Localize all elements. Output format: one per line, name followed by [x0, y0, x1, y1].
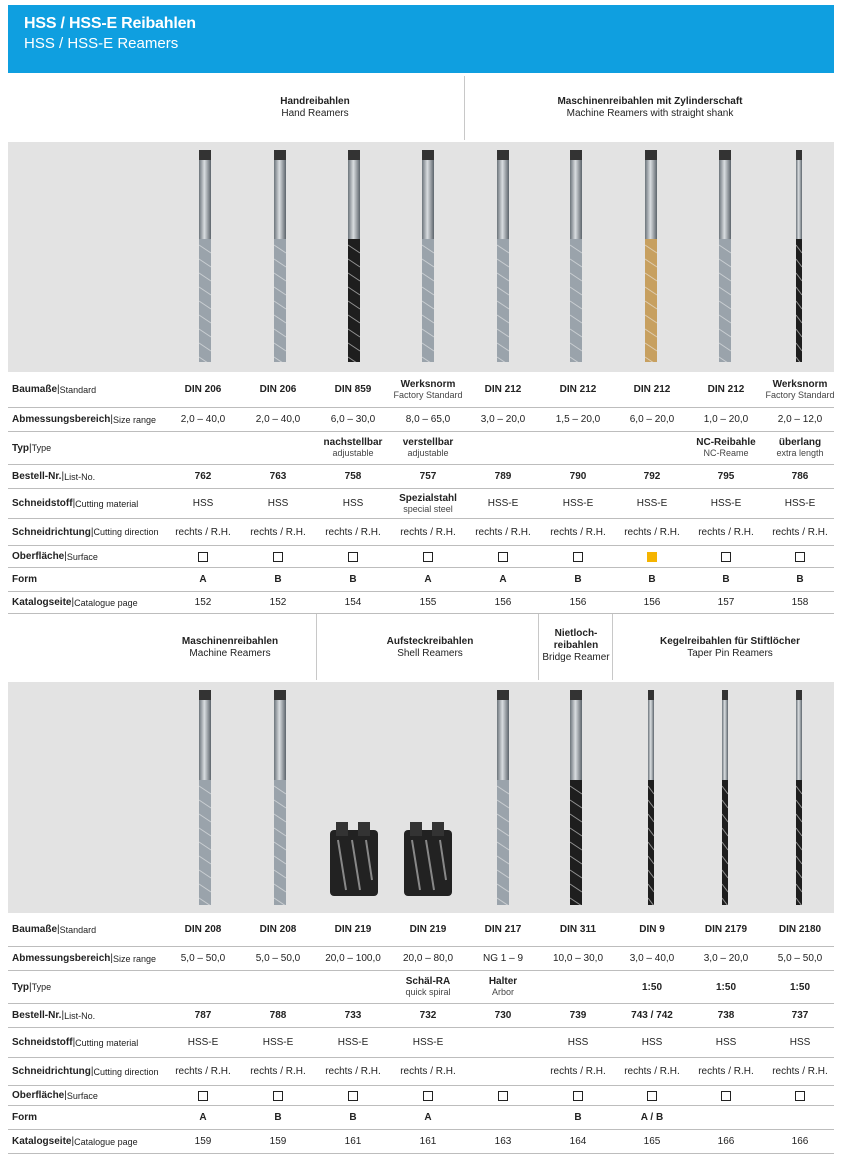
reamer-image	[490, 150, 516, 362]
cell-direction	[465, 1058, 541, 1085]
spec-row-list	[8, 465, 834, 489]
cell-material: HSS	[641, 1037, 663, 1048]
cell-size: 5,0 – 50,0	[255, 953, 301, 964]
cell-form: B	[274, 1112, 282, 1123]
surface-swatch	[721, 1091, 731, 1101]
reamer-image	[267, 150, 293, 362]
cell-type: NC-Reibahle NC-Reame	[696, 437, 756, 458]
cell-size: 2,0 – 40,0	[180, 414, 226, 425]
spec-row-page	[8, 592, 834, 614]
group-taper-pin-reamers: Kegelreibahlen für Stiftlöcher Taper Pin Reamers	[659, 636, 801, 659]
cell-surface	[540, 1086, 616, 1105]
surface-swatch	[423, 1091, 433, 1101]
group-divider	[316, 614, 317, 680]
cell-list: 795	[717, 471, 735, 482]
cell-type	[240, 432, 316, 464]
cell-standard: Werksnorm Factory Standard	[765, 378, 835, 400]
cell-list: 739	[569, 1010, 587, 1021]
cell-form: A / B	[640, 1112, 664, 1123]
cell-direction: rechts / R.H.	[624, 526, 680, 538]
reamer-image	[563, 690, 589, 905]
spec-row-material	[8, 1028, 834, 1058]
cell-page: 161	[419, 1136, 437, 1147]
cell-list: 743 / 742	[631, 1010, 673, 1021]
row-label-material: Schneidstoff | Cutting material	[12, 498, 139, 509]
cell-standard: DIN 219	[409, 924, 447, 935]
spec-row-standard	[8, 372, 834, 408]
cell-list: 758	[344, 471, 362, 482]
cell-size: 3,0 – 20,0	[480, 414, 526, 425]
cell-size: 20,0 – 100,0	[325, 953, 381, 964]
row-label-list: Bestell-Nr. | List-No.	[12, 471, 96, 482]
cell-form: A	[199, 574, 207, 585]
cell-page: 152	[194, 597, 212, 608]
group-machine-reamers-straight: Maschinenreibahlen mit Zylinderschaft Machine Reamers with straight shank	[557, 96, 743, 119]
cell-surface	[315, 1086, 391, 1105]
surface-swatch	[795, 1091, 805, 1101]
cell-surface	[540, 546, 616, 567]
cell-material: HSS	[192, 498, 214, 509]
cell-standard: DIN 212	[484, 384, 522, 395]
surface-swatch	[647, 1091, 657, 1101]
cell-surface	[465, 1086, 541, 1105]
cell-type	[165, 971, 241, 1003]
row-label-surface: Oberfläche | Surface	[12, 551, 98, 562]
cell-direction: rechts / R.H.	[698, 1066, 754, 1077]
cell-type: 1:50	[789, 981, 810, 993]
cell-form	[465, 1106, 541, 1129]
row-label-form: Form	[12, 1112, 37, 1123]
surface-swatch	[348, 552, 358, 562]
spec-row-list	[8, 1004, 834, 1028]
cell-standard: Werksnorm Factory Standard	[393, 378, 463, 400]
cell-direction: rechts / R.H.	[325, 1066, 381, 1077]
cell-surface	[240, 546, 316, 567]
cell-list: 790	[569, 471, 587, 482]
reamer-image	[712, 690, 738, 905]
page-header	[8, 5, 834, 73]
cell-list: 730	[494, 1010, 512, 1021]
cell-list: 792	[643, 471, 661, 482]
cell-surface	[762, 1086, 838, 1105]
cell-surface	[688, 1086, 764, 1105]
cell-direction: rechts / R.H.	[475, 526, 531, 538]
surface-swatch	[573, 1091, 583, 1101]
cell-size: 8,0 – 65,0	[405, 414, 451, 425]
cell-size: 20,0 – 80,0	[402, 953, 454, 964]
spec-row-surface	[8, 1086, 834, 1106]
cell-material: HSS-E	[262, 1037, 294, 1048]
cell-direction: rechts / R.H.	[772, 1066, 828, 1077]
cell-surface	[315, 546, 391, 567]
cell-type: überlang extra length	[776, 437, 824, 458]
cell-direction: rechts / R.H.	[250, 526, 306, 538]
cell-size: 1,5 – 20,0	[555, 414, 601, 425]
row-label-page: Katalogseite | Catalogue page	[12, 1136, 138, 1147]
cell-material: HSS-E	[337, 1037, 369, 1048]
cell-list: 738	[717, 1010, 735, 1021]
row-label-standard: Baumaße | Standard	[12, 384, 97, 395]
cell-list: 737	[791, 1010, 809, 1021]
cell-page: 165	[643, 1136, 661, 1147]
cell-page: 166	[717, 1136, 735, 1147]
surface-swatch	[198, 552, 208, 562]
cell-material: HSS	[267, 498, 289, 509]
cell-material: HSS-E	[487, 498, 519, 509]
reamer-image	[712, 150, 738, 362]
cell-page: 156	[643, 597, 661, 608]
spec-row-type	[8, 971, 834, 1004]
cell-direction: rechts / R.H.	[550, 526, 606, 538]
page-subtitle: HSS / HSS-E Reamers	[24, 35, 179, 52]
cell-standard: DIN 208	[259, 924, 297, 935]
cell-list: 787	[194, 1010, 212, 1021]
cell-page: 156	[494, 597, 512, 608]
cell-page: 157	[717, 597, 735, 608]
cell-size: 6,0 – 30,0	[330, 414, 376, 425]
surface-swatch	[273, 552, 283, 562]
cell-standard: DIN 2180	[778, 924, 822, 935]
cell-form: B	[349, 574, 357, 585]
spec-row-material	[8, 489, 834, 519]
spec-row-direction	[8, 1058, 834, 1086]
cell-surface	[165, 1086, 241, 1105]
cell-page: 155	[419, 597, 437, 608]
cell-form	[762, 1106, 838, 1129]
cell-direction: rechts / R.H.	[698, 526, 754, 538]
cell-list: 733	[344, 1010, 362, 1021]
cell-direction: rechts / R.H.	[550, 1066, 606, 1077]
cell-material: HSS	[715, 1037, 737, 1048]
cell-material: HSS-E	[412, 1037, 444, 1048]
cell-size: 5,0 – 50,0	[777, 953, 823, 964]
reamer-image	[267, 690, 293, 905]
cell-standard: DIN 9	[639, 924, 665, 935]
cell-surface	[165, 546, 241, 567]
cell-surface	[762, 546, 838, 567]
cell-size: 2,0 – 40,0	[255, 414, 301, 425]
cell-page: 158	[791, 597, 809, 608]
cell-material: HSS-E	[562, 498, 594, 509]
group-divider	[538, 614, 539, 680]
row-label-form: Form	[12, 574, 37, 585]
cell-type	[614, 432, 690, 464]
cell-form: B	[796, 574, 804, 585]
cell-form: B	[574, 1112, 582, 1123]
cell-form: B	[648, 574, 656, 585]
shell-reamer-image	[326, 820, 382, 900]
cell-page: 164	[569, 1136, 587, 1147]
cell-page: 166	[791, 1136, 809, 1147]
reamer-image	[192, 690, 218, 905]
surface-swatch	[498, 552, 508, 562]
cell-type	[540, 432, 616, 464]
reamer-image	[490, 690, 516, 905]
cell-standard: DIN 212	[633, 384, 671, 395]
row-label-standard: Baumaße | Standard	[12, 924, 97, 935]
cell-standard: DIN 2179	[704, 924, 748, 935]
group-divider	[464, 76, 465, 140]
group-hand-reamers: Handreibahlen Hand Reamers	[280, 96, 350, 119]
cell-standard: DIN 859	[334, 384, 372, 395]
reamer-image	[192, 150, 218, 362]
cell-type: 1:50	[641, 981, 662, 993]
cell-form: B	[274, 574, 282, 585]
surface-swatch	[498, 1091, 508, 1101]
reamer-image	[415, 150, 441, 362]
cell-page: 163	[494, 1136, 512, 1147]
row-label-surface: Oberfläche | Surface	[12, 1090, 98, 1101]
row-label-size: Abmessungsbereich | Size range	[12, 414, 157, 425]
spec-row-type	[8, 432, 834, 465]
cell-material: Spezialstahl special steel	[399, 492, 457, 514]
cell-list: 757	[419, 471, 437, 482]
group-machine-reamers: Maschinenreibahlen Machine Reamers	[181, 636, 279, 659]
cell-size: NG 1 – 9	[482, 953, 524, 964]
row-label-direction: Schneidrichtung | Cutting direction	[12, 1066, 159, 1077]
cell-standard: DIN 206	[184, 384, 222, 395]
cell-list: 763	[269, 471, 287, 482]
cell-direction: rechts / R.H.	[175, 526, 231, 538]
cell-size: 3,0 – 20,0	[703, 953, 749, 964]
cell-surface	[240, 1086, 316, 1105]
surface-swatch	[273, 1091, 283, 1101]
cell-size: 6,0 – 20,0	[629, 414, 675, 425]
cell-direction: rechts / R.H.	[400, 526, 456, 538]
reamer-image	[638, 150, 664, 362]
cell-standard: DIN 208	[184, 924, 222, 935]
cell-list: 732	[419, 1010, 437, 1021]
spec-row-standard	[8, 913, 834, 947]
cell-type: verstellbar adjustable	[402, 437, 454, 458]
cell-type: 1:50	[715, 981, 736, 993]
cell-surface	[614, 546, 690, 567]
cell-form: A	[499, 574, 507, 585]
cell-form: B	[722, 574, 730, 585]
spec-row-surface	[8, 546, 834, 568]
reamer-image	[563, 150, 589, 362]
group-bridge-reamer: Nietloch- reibahlen Bridge Reamer	[542, 628, 610, 663]
cell-surface	[688, 546, 764, 567]
cell-list: 786	[791, 471, 809, 482]
cell-size: 1,0 – 20,0	[703, 414, 749, 425]
shell-reamer-image	[400, 820, 456, 900]
cell-page: 156	[569, 597, 587, 608]
cell-direction: rechts / R.H.	[175, 1066, 231, 1077]
spec-row-form	[8, 568, 834, 592]
spec-row-size	[8, 408, 834, 432]
cell-direction: rechts / R.H.	[325, 526, 381, 538]
cell-standard: DIN 206	[259, 384, 297, 395]
cell-type: nachstellbar adjustable	[323, 437, 383, 458]
cell-list: 788	[269, 1010, 287, 1021]
surface-swatch	[795, 552, 805, 562]
surface-swatch	[348, 1091, 358, 1101]
cell-size: 3,0 – 40,0	[629, 953, 675, 964]
cell-type: Schäl-RA quick spiral	[405, 976, 451, 997]
spec-row-size	[8, 947, 834, 971]
spec-row-direction	[8, 519, 834, 546]
cell-page: 159	[194, 1136, 212, 1147]
surface-swatch	[423, 552, 433, 562]
cell-surface	[390, 546, 466, 567]
cell-form: A	[424, 574, 432, 585]
cell-form	[688, 1106, 764, 1129]
row-label-page: Katalogseite | Catalogue page	[12, 597, 138, 608]
cell-material: HSS-E	[784, 498, 816, 509]
cell-page: 152	[269, 597, 287, 608]
cell-page: 159	[269, 1136, 287, 1147]
surface-swatch	[721, 552, 731, 562]
row-label-direction: Schneidrichtung | Cutting direction	[12, 526, 159, 538]
cell-material: HSS	[342, 498, 364, 509]
cell-material: HSS-E	[187, 1037, 219, 1048]
surface-swatch	[573, 552, 583, 562]
cell-standard: DIN 212	[707, 384, 745, 395]
cell-direction: rechts / R.H.	[250, 1066, 306, 1077]
cell-size: 5,0 – 50,0	[180, 953, 226, 964]
cell-list: 789	[494, 471, 512, 482]
cell-surface	[614, 1086, 690, 1105]
reamer-image	[786, 690, 812, 905]
cell-material: HSS	[789, 1037, 811, 1048]
cell-form: B	[574, 574, 582, 585]
cell-list: 762	[194, 471, 212, 482]
page-title: HSS / HSS-E Reibahlen	[24, 15, 196, 32]
cell-page: 161	[344, 1136, 362, 1147]
row-label-size: Abmessungsbereich | Size range	[12, 953, 157, 964]
cell-type	[540, 971, 616, 1003]
cell-form: A	[199, 1112, 207, 1123]
row-label-material: Schneidstoff | Cutting material	[12, 1037, 139, 1048]
cell-type	[165, 432, 241, 464]
cell-type	[240, 971, 316, 1003]
group-shell-reamers: Aufsteckreibahlen Shell Reamers	[386, 636, 474, 659]
cell-standard: DIN 217	[484, 924, 522, 935]
cell-surface	[465, 546, 541, 567]
row-label-type: Typ | Type	[12, 442, 52, 454]
reamer-image	[638, 690, 664, 905]
cell-direction: rechts / R.H.	[624, 1066, 680, 1077]
cell-size: 2,0 – 12,0	[777, 414, 823, 425]
cell-material: HSS-E	[710, 498, 742, 509]
cell-material: HSS-E	[636, 498, 668, 509]
cell-material	[465, 1028, 541, 1057]
cell-form: B	[349, 1112, 357, 1123]
cell-standard: DIN 212	[559, 384, 597, 395]
reamer-image	[341, 150, 367, 362]
spec-row-form	[8, 1106, 834, 1130]
row-label-type: Typ | Type	[12, 981, 52, 993]
cell-type: Halter Arbor	[488, 976, 518, 997]
surface-swatch	[647, 552, 657, 562]
cell-type	[465, 432, 541, 464]
cell-surface	[390, 1086, 466, 1105]
row-label-list: Bestell-Nr. | List-No.	[12, 1010, 96, 1021]
cell-standard: DIN 311	[559, 924, 597, 935]
cell-direction: rechts / R.H.	[772, 526, 828, 538]
cell-page: 154	[344, 597, 362, 608]
cell-type	[315, 971, 391, 1003]
cell-standard: DIN 219	[334, 924, 372, 935]
cell-material: HSS	[567, 1037, 589, 1048]
cell-size: 10,0 – 30,0	[552, 953, 604, 964]
reamer-image	[786, 150, 812, 362]
group-divider	[612, 614, 613, 680]
surface-swatch	[198, 1091, 208, 1101]
spec-row-page	[8, 1130, 834, 1154]
cell-direction: rechts / R.H.	[400, 1066, 456, 1077]
cell-form: A	[424, 1112, 432, 1123]
